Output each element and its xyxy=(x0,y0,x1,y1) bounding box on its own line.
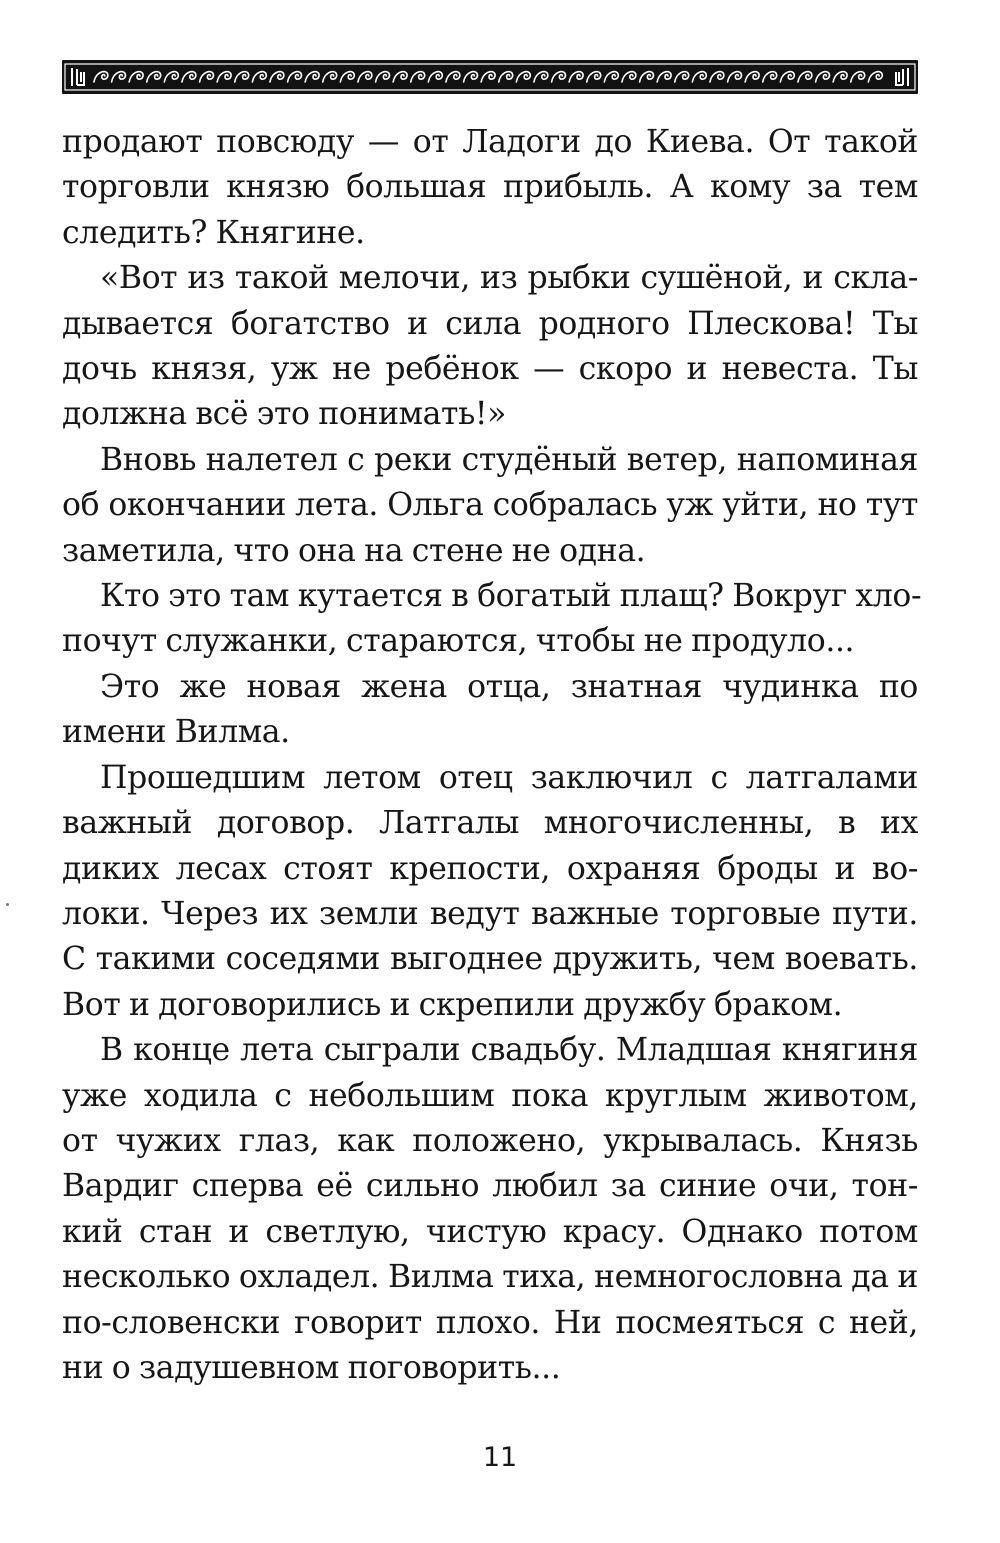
text-line: локи. Через их земли ведут важные торговые пути. xyxy=(62,895,918,932)
text-line: С такими соседями выгоднее дружить, чем воевать. xyxy=(62,941,918,978)
text-line: торговли князю большая прибыль. А кому за тем xyxy=(62,169,918,206)
text-line: кий стан и светлую, чистую красу. Однако потом xyxy=(62,1213,918,1250)
text-line: дочь князя, уж не ребёнок — скоро и невеста. Ты xyxy=(62,351,918,388)
text-line: Это же новая жена отца, знатная чудинка по xyxy=(100,668,918,705)
text-line: заметила, что она на стене не одна. xyxy=(62,532,646,569)
text-line: имени Вилма. xyxy=(62,714,290,751)
header-ornament-band xyxy=(62,60,918,94)
text-line: Вновь налетел с реки студёный ветер, напоминая xyxy=(100,441,918,478)
text-line: ни о задушевном поговорить... xyxy=(62,1349,561,1386)
text-line: продают повсюду — от Ладоги до Киева. От такой xyxy=(62,124,918,160)
text-line: важный договор. Латгалы многочисленны, в их xyxy=(62,805,918,842)
text-line: Прошедшим летом отец заключил с латгалами xyxy=(100,759,918,796)
text-line: несколько охладел. Вилма тиха, немногословна да и xyxy=(62,1259,918,1296)
text-line: по-словенски говорит плохо. Ни посмеяться с ней, xyxy=(62,1304,918,1341)
text-line: диких лесах стоят крепости, охраняя броды и во- xyxy=(62,850,918,887)
text-line: должна всё это понимать!» xyxy=(62,396,506,433)
text-line: дывается богатство и сила родного Плескова! Ты xyxy=(62,305,918,342)
ornament-end-cap xyxy=(896,68,908,86)
text-line: Кто это там кутается в богатый плащ? Вокруг хло- xyxy=(100,578,922,615)
text-line: В конце лета сыграли свадьбу. Младшая княгиня xyxy=(100,1032,918,1069)
text-line: следить? Княгине. xyxy=(62,214,365,251)
page-number: 11 xyxy=(482,1442,518,1473)
scan-speck xyxy=(6,903,9,906)
text-line: об окончании лета. Ольга собралась уж уйти, но тут xyxy=(62,487,918,524)
body-text xyxy=(62,120,922,1391)
text-line: уже ходила с небольшим пока круглым животом, xyxy=(62,1077,918,1114)
text-line: почут служанки, стараются, чтобы не продуло... xyxy=(62,623,855,660)
greek-wave-ornament-icon xyxy=(62,60,918,94)
text-line: Вардиг сперва её сильно любил за синие очи, тон- xyxy=(62,1168,918,1205)
text-line: Вот и договорились и скрепили дружбу браком. xyxy=(62,986,843,1023)
text-line: от чужих глаз, как положено, укрывалась. Князь xyxy=(62,1122,918,1159)
text-line: «Вот из такой мелочи, из рыбки сушёной, и скла- xyxy=(100,260,918,297)
ornament-wave xyxy=(94,72,882,82)
ornament-end-cap xyxy=(72,68,84,86)
